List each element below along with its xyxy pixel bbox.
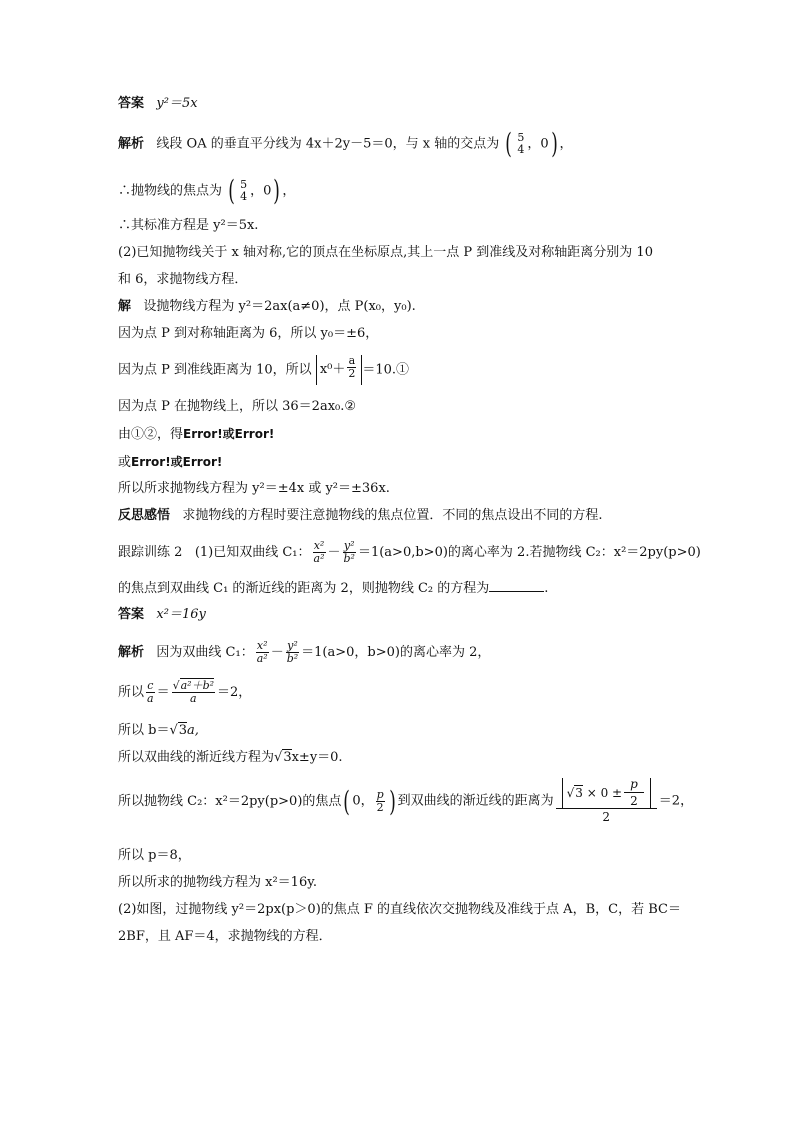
exercise-2-line-1: 跟踪训练 2 (1)已知双曲线 C₁： $\frac{\text{x²}}{\text{a²}}$ － $\frac{\text{y²}}{\text{b²}}$ ＝1(a>0,b>0)的离心率为 2.若抛物线 C₂：x²＝2py(p>0): [118, 539, 701, 565]
analysis-2-line-3: 所以 b＝√3a,: [118, 723, 199, 738]
solution-line-4: 因为点 P 在抛物线上，所以 36＝2ax₀.②: [118, 399, 357, 414]
solution-line-7: 所以所求抛物线方程为 y²＝±4x 或 y²＝±36x.: [118, 481, 390, 496]
analysis-2-line-7: 所以所求的抛物线方程为 x²＝16y.: [118, 875, 317, 890]
analysis-line-2: ∴抛物线的焦点为 ( 5 4 ，0) ，: [118, 174, 296, 207]
answer-blank: [489, 579, 544, 592]
analysis-2-line-2: 所以 $\frac{c}{a}$ ＝ $\frac{\text{√a²＋b²}}{a}$ ＝2，: [118, 679, 252, 705]
problem-2b-line-1: (2)如图，过抛物线 y²＝2px(p＞0)的焦点 F 的直线依次交抛物线及准线于点 A，B，C，若 BC＝: [118, 902, 681, 917]
problem-2-line-1: (2)已知抛物线关于 x 轴对称,它的顶点在坐标原点,其上一点 P 到准线及对称轴距离分别为 10: [118, 245, 653, 260]
analysis-2-line-1: 解析 因为双曲线 C₁： $\frac{\text{x²}}{\text{a²}}$ － $\frac{\text{y²}}{\text{b²}}$ ＝1(a>0，b>0)的离心率为 2，: [118, 639, 491, 665]
problem-2b-line-2: 2BF，且 AF＝4，求抛物线的方程．: [118, 929, 332, 944]
problem-2-line-2: 和 6，求抛物线方程．: [118, 272, 248, 287]
solution-line-6: 或Error!或Error!: [118, 455, 223, 470]
reflection-line: 反思感悟 求抛物线的方程时要注意抛物线的焦点位置．不同的焦点设出不同的方程.: [118, 508, 603, 523]
solution-line-3: 因为点 P 到准线距离为 10，所以 x⁰＋ $\frac{a}{2}$ ＝10.①: [118, 355, 409, 385]
analysis-line-3: ∴其标准方程是 y²＝5x.: [118, 218, 259, 233]
analysis-line-1: 解析 线段 OA 的垂直平分线为 4x＋2y－5＝0，与 x 轴的交点为 ( 5 4 ，0) ，: [118, 127, 573, 160]
analysis-2-line-4: 所以双曲线的渐近线方程为√3x±y＝0.: [118, 750, 343, 765]
analysis-2-line-5: 所以抛物线 C₂：x²＝2py(p>0)的焦点( 0， $\frac{p}{2}$ ) 到双曲线的渐近线的距离为 √3 × 0 ± $\frac{p}{2}$ 2 ＝2，: [118, 777, 694, 824]
solution-line-5: 由①②，得Error!或Error!: [118, 427, 275, 442]
analysis-2-line-6: 所以 p＝8，: [118, 848, 191, 863]
solution-line-2: 因为点 P 到对称轴距离为 6，所以 y₀＝±6，: [118, 326, 379, 341]
answer-line-1: 答案 y²＝5x: [118, 96, 198, 111]
exercise-2-line-2: 的焦点到双曲线 C₁ 的渐近线的距离为 2，则抛物线 C₂ 的方程为 .: [118, 581, 549, 596]
answer-line-2: 答案 x²＝16y: [118, 607, 206, 622]
solution-line-1: 解 设抛物线方程为 y²＝2ax(a≠0)，点 P(x₀，y₀).: [118, 299, 416, 314]
